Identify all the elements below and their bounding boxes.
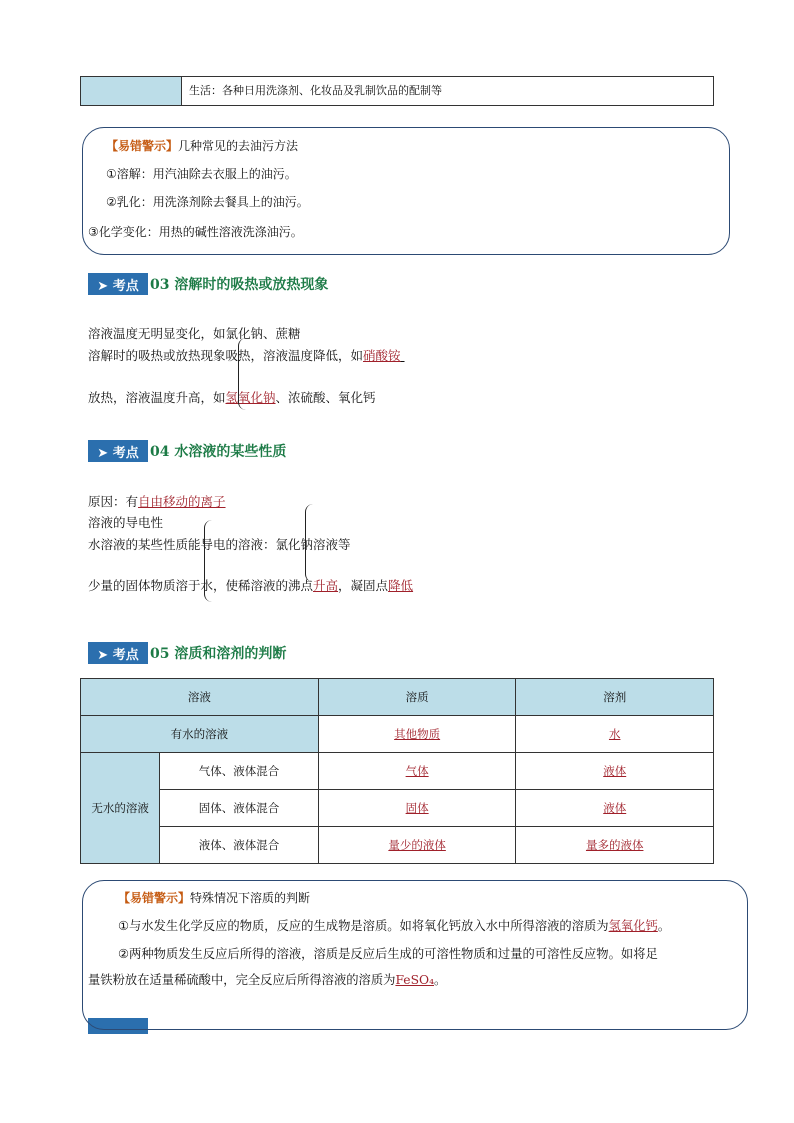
- table-row-label: 液体、液体混合: [160, 827, 319, 864]
- section-04-header: [88, 440, 286, 462]
- notice1-tag: 【易错警示】: [106, 139, 179, 153]
- table-row: [81, 790, 714, 827]
- section-05-badge: ➤ 考点: [88, 642, 148, 664]
- section-05-title: 05 溶质和溶剂的判断: [150, 646, 287, 662]
- top-table-row: [80, 76, 714, 106]
- s03-line-3-text: 放热，溶液温度升高，如: [88, 390, 226, 405]
- s03-answer-sodium-hydroxide: 氢氧化钠: [225, 390, 276, 405]
- s03-answer-ammonium-nitrate: 硝酸铵: [363, 348, 401, 363]
- s04-brace-right: [305, 504, 320, 582]
- table-cell-solute: 气体: [318, 753, 516, 790]
- notice2-paragraph-2-line-2: 量铁粉放在适量稀硫酸中，完全反应后所得溶液的溶质为FeSO₄。: [88, 973, 447, 987]
- notice1-item-2: ②乳化：用洗涤剂除去餐具上的油污。: [106, 195, 309, 209]
- table-cell-solute: 量少的液体: [318, 827, 516, 864]
- notice2-tag: 【易错警示】: [118, 891, 191, 905]
- s03-line-1: 溶液温度无明显变化，如氯化钠、蔗糖: [88, 326, 301, 341]
- s04-line-4-mid: ，凝固点: [338, 578, 389, 593]
- table-cell-solute: 其他物质: [318, 716, 516, 753]
- notice2-paragraph-1: ①与水发生化学反应的物质，反应的生成物是溶质。如将氧化钙放入水中所得溶液的溶质为氢氧化钙。: [118, 919, 671, 933]
- top-row-label-cell: [81, 77, 182, 105]
- section-04-badge: ➤ 考点: [88, 440, 148, 462]
- top-row-text: 生活：各种日用洗涤剂、化妆品及乳制饮品的配制等: [189, 84, 442, 97]
- s03-line-2-text: 溶解时的吸热或放热现象吸热，溶液温度降低，如: [88, 348, 364, 363]
- notice2-paragraph-2-line-1: ②两种物质发生反应后所得的溶液，溶质是反应后生成的可溶性物质和过量的可溶性反应物。如将足: [118, 947, 658, 961]
- solute-solvent-table: [80, 678, 714, 864]
- table-cell-solute: 固体: [318, 790, 516, 827]
- notice1-item-3: ③化学变化：用热的碱性溶液洗涤油污。: [88, 225, 303, 239]
- notice2-heading: [118, 890, 310, 906]
- notice2-title: 特殊情况下溶质的判断: [190, 891, 311, 905]
- s03-brace: [238, 338, 253, 410]
- section-03-badge: ➤ 考点: [88, 273, 148, 295]
- notice2-p2-text: 量铁粉放在适量稀硫酸中，完全反应后所得溶液的溶质为: [88, 973, 396, 987]
- table-group-label: 无水的溶液: [81, 753, 160, 864]
- table-row: [81, 753, 714, 790]
- table-cell-solvent: 液体: [516, 753, 714, 790]
- s03-line-3: [88, 390, 376, 406]
- s04-line-1-text: 原因：有: [88, 494, 139, 509]
- s04-answer-lower: 降低: [388, 578, 414, 593]
- table-row-label: 固体、液体混合: [160, 790, 319, 827]
- table-row: [81, 827, 714, 864]
- s03-line-3-suffix: 、浓硫酸、氧化钙: [275, 390, 376, 405]
- s04-brace-left: [204, 520, 219, 602]
- notice1-heading: [106, 138, 298, 154]
- table-header-solvent: 溶剂: [516, 679, 714, 716]
- section-05-header: [88, 642, 286, 664]
- notice1-title: 几种常见的去油污方法: [178, 139, 299, 153]
- s04-answer-free-ions: 自由移动的离子: [138, 494, 226, 509]
- table-cell-solvent: 水: [516, 716, 714, 753]
- s04-line-1: [88, 494, 226, 510]
- s04-line-4: [88, 578, 413, 594]
- notice2-p1-text: ①与水发生化学反应的物质，反应的生成物是溶质。如将氧化钙放入水中所得溶液的溶质为: [118, 919, 609, 933]
- s04-line-3: 水溶液的某些性质能导电的溶液：氯化钠溶液等: [88, 537, 351, 552]
- notice2-answer-calcium-hydroxide: 氢氧化钙: [608, 919, 658, 933]
- table-row: [81, 716, 714, 753]
- table-cell-solvent: 液体: [516, 790, 714, 827]
- table-header-row: [81, 679, 714, 716]
- s04-line-4-text: 少量的固体物质溶于水，使稀溶液的沸点: [88, 578, 314, 593]
- section-04-title: 04 水溶液的某些性质: [150, 444, 287, 460]
- section-03-title: 03 溶解时的吸热或放热现象: [150, 277, 329, 293]
- table-row-label: 气体、液体混合: [160, 753, 319, 790]
- notice1-item-1: ①溶解：用汽油除去衣服上的油污。: [106, 167, 297, 181]
- table-header-solution: 溶液: [81, 679, 319, 716]
- table-cell-solvent: 量多的液体: [516, 827, 714, 864]
- s04-line-2: 溶液的导电性: [88, 515, 164, 530]
- table-row-water-label: 有水的溶液: [81, 716, 319, 753]
- notice2-answer-feso4: FeSO₄: [395, 973, 435, 987]
- section-03-header: [88, 273, 328, 295]
- table-header-solute: 溶质: [318, 679, 516, 716]
- s04-answer-rise: 升高: [313, 578, 339, 593]
